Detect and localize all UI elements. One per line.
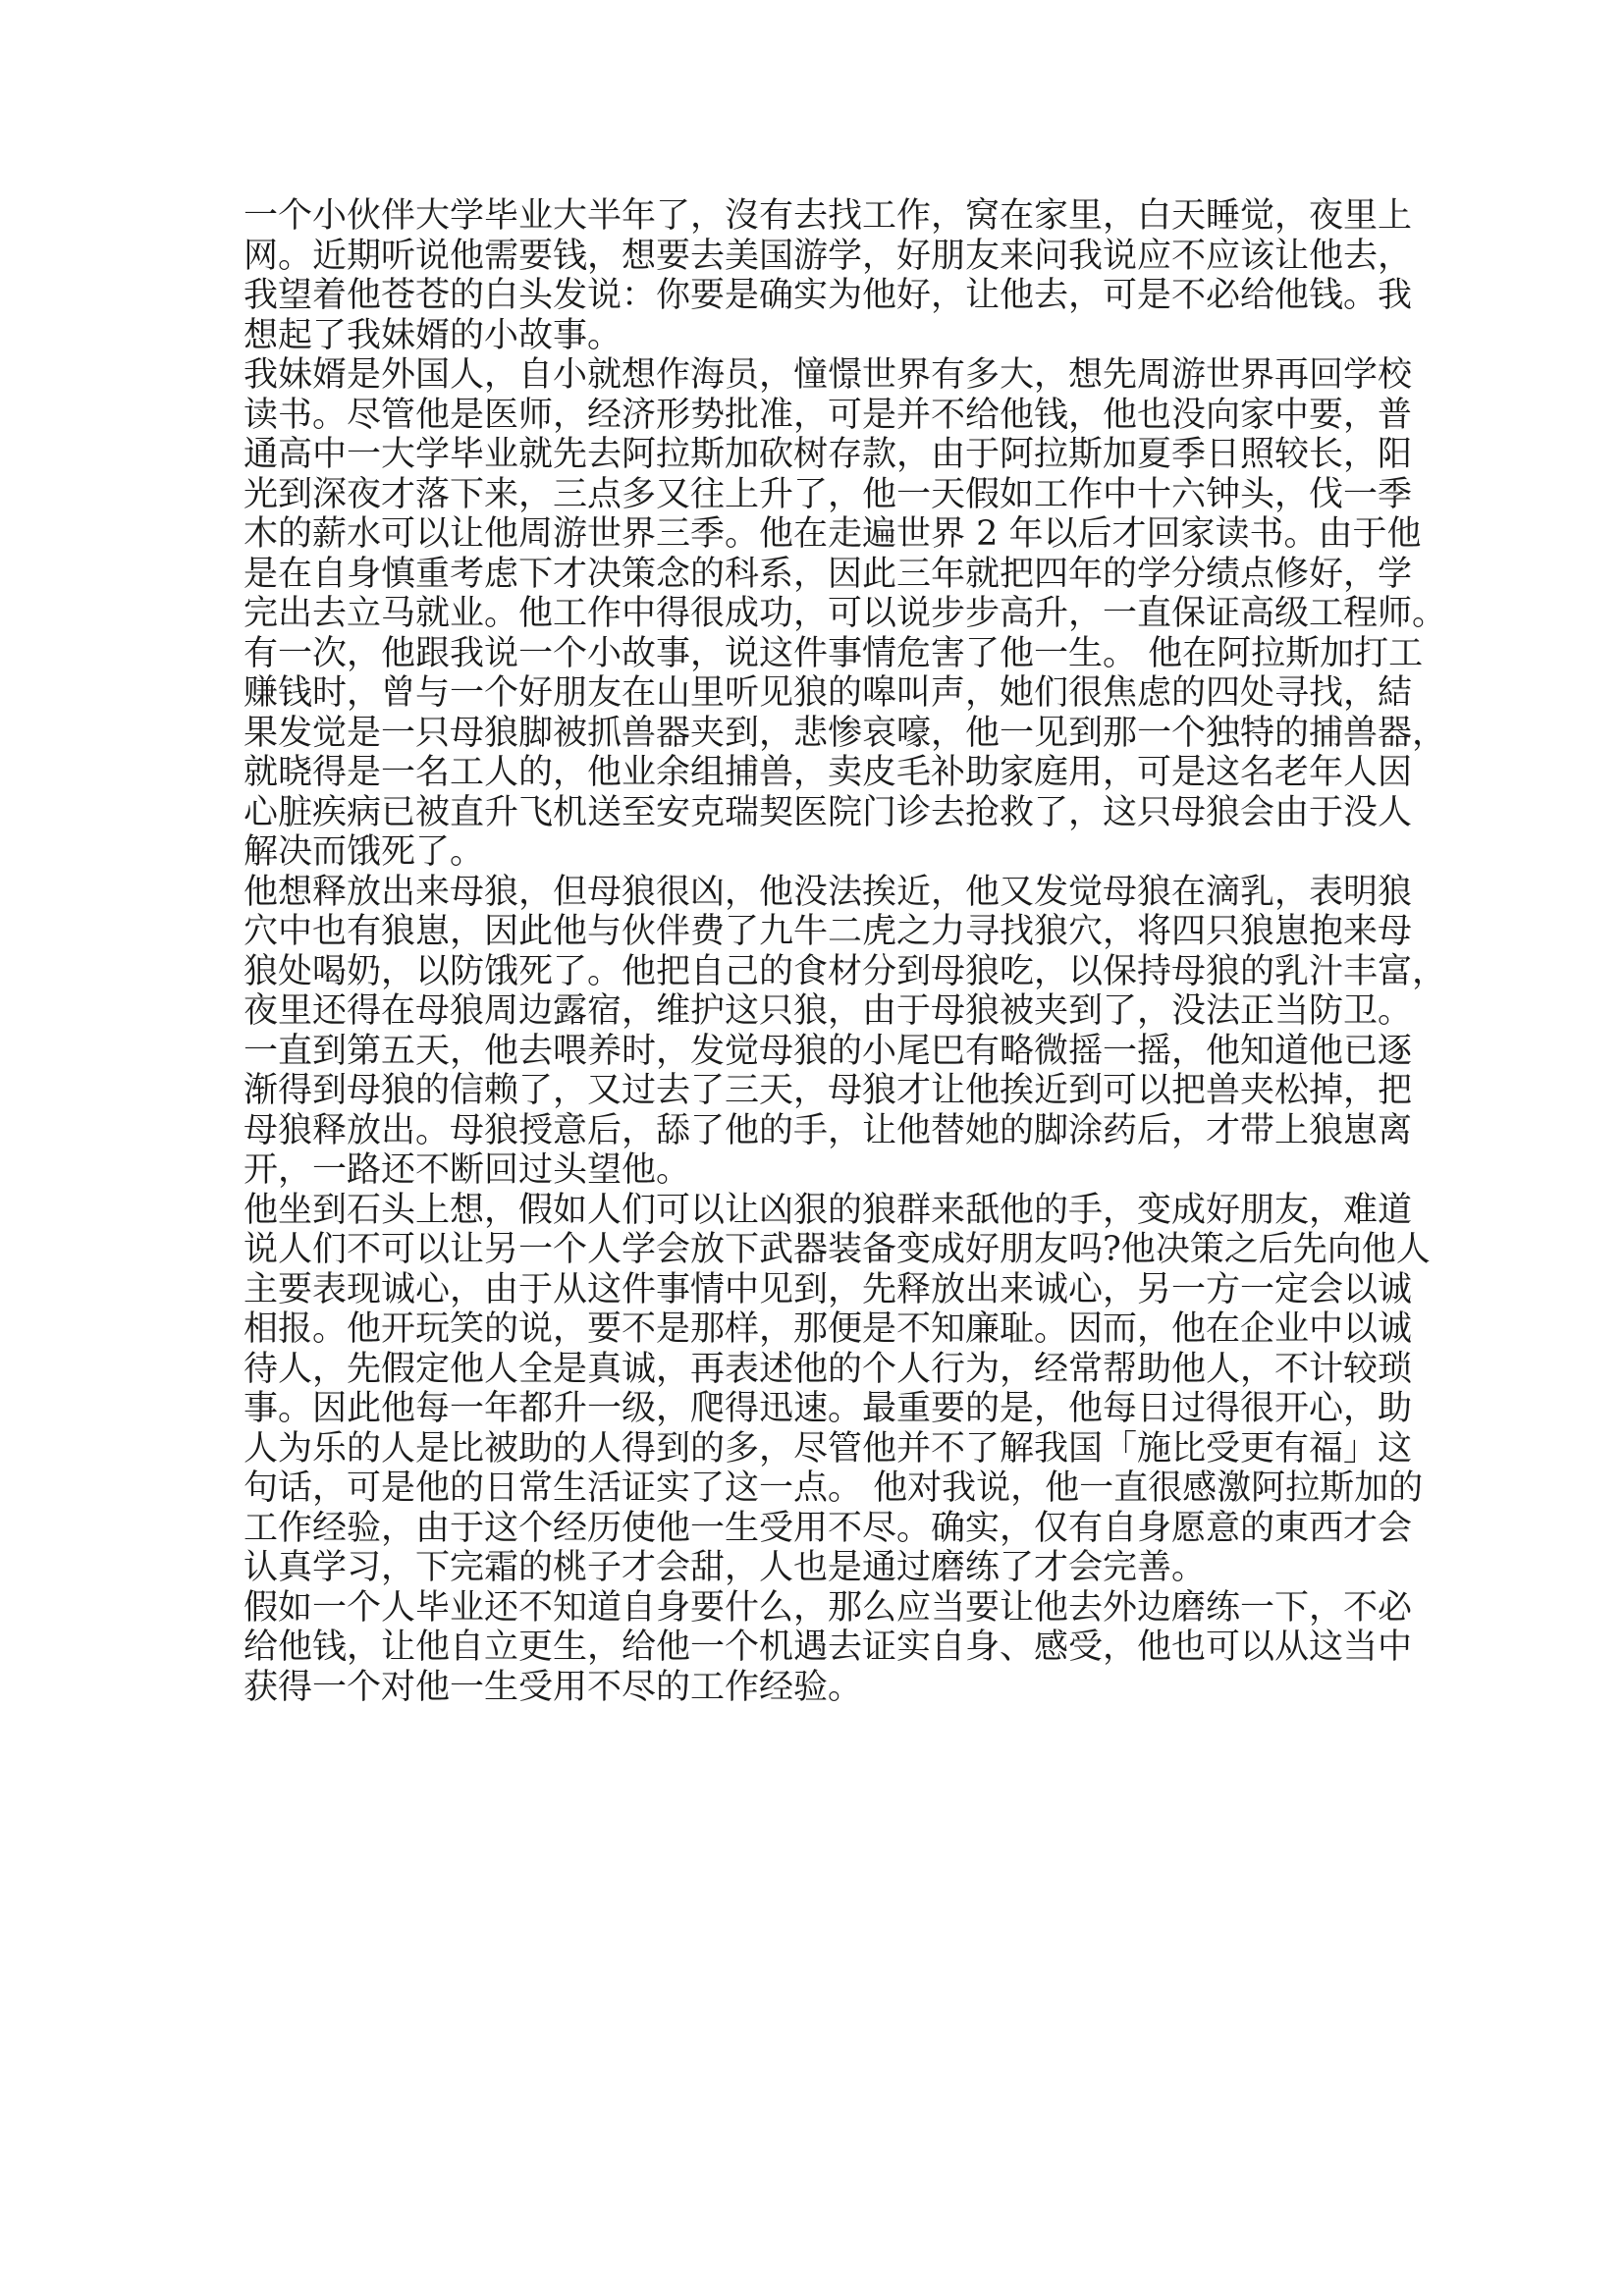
text-line: 通高中一大学毕业就先去阿拉斯加砍树存款，由于阿拉斯加夏季日照较长，阳 bbox=[244, 435, 1413, 474]
text-line: 开，一路还不断回过头望他。 bbox=[244, 1150, 691, 1190]
text-line: 工作经验，由于这个经历使他一生受用不尽。确实，仅有自身愿意的東西才会 bbox=[244, 1508, 1413, 1548]
text-line: 事。因此他每一年都升一级，爬得迅速。最重要的是，他每日过得很开心，助 bbox=[244, 1389, 1413, 1428]
text-line: 一个小伙伴大学毕业大半年了，沒有去找工作，窝在家里，白天睡觉，夜里上 bbox=[244, 196, 1413, 236]
text-line: 他坐到石头上想，假如人们可以让凶狠的狼群来舐他的手，变成好朋友，难道 bbox=[244, 1190, 1413, 1230]
text-line: 网。近期听说他需要钱，想要去美国游学，好朋友来问我说应不应该让他去， bbox=[244, 236, 1413, 276]
text-line: 人为乐的人是比被助的人得到的多，尽管他并不了解我国「施比受更有福」这 bbox=[244, 1428, 1413, 1468]
text-line: 渐得到母狼的信赖了，又过去了三天，母狼才让他挨近到可以把兽夹松掉，把 bbox=[244, 1071, 1413, 1110]
text-line: 认真学习，下完霜的桃子才会甜，人也是通过磨练了才会完善。 bbox=[244, 1548, 1207, 1587]
text-line: 夜里还得在母狼周边露宿，维护这只狼，由于母狼被夹到了，没法正当防卫。 bbox=[244, 991, 1413, 1031]
text-line: 读书。尽管他是医师，经济形势批准，可是并不给他钱，他也没向家中要，普 bbox=[244, 395, 1413, 435]
text-line: 主要表现诚心，由于从这件事情中见到，先释放出来诚心，另一方一定会以诚 bbox=[244, 1269, 1413, 1309]
text-line: 我妹婿是外国人，自小就想作海员，憧憬世界有多大，想先周游世界再回学校 bbox=[244, 355, 1413, 395]
text-line: 获得一个对他一生受用不尽的工作经验。 bbox=[244, 1667, 863, 1707]
text-line: 就晓得是一名工人的，他业余组捕兽，卖皮毛补助家庭用，可是这名老年人因 bbox=[244, 753, 1413, 792]
text-line: 假如一个人毕业还不知道自身要什么，那么应当要让他去外边磨练一下，不必 bbox=[244, 1587, 1413, 1628]
text-line: 句话，可是他的日常生活证实了这一点。 他对我说，他一直很感激阿拉斯加的 bbox=[244, 1468, 1424, 1508]
text-line: 有一次，他跟我说一个小故事，说这件事情危害了他一生。 他在阿拉斯加打工 bbox=[244, 633, 1424, 673]
text-line: 待人，先假定他人全是真诚，再表述他的个人行为，经常帮助他人，不计较琐 bbox=[244, 1349, 1413, 1389]
text-line: 是在自身慎重考虑下才决策念的科系，因此三年就把四年的学分绩点修好，学 bbox=[244, 554, 1413, 594]
text-line: 解决而饿死了。 bbox=[244, 832, 485, 872]
text-line: 我望着他苍苍的白头发说：你要是确实为他好，让他去，可是不必给他钱。我 bbox=[244, 276, 1413, 315]
text-line: 完出去立马就业。他工作中得很成功，可以说步步高升，一直保证高级工程师。 bbox=[244, 594, 1447, 633]
text-line: 想起了我妹婿的小故事。 bbox=[244, 315, 623, 355]
text-line: 穴中也有狼崽，因此他与伙伴费了九牛二虎之力寻找狼穴，将四只狼崽抱来母 bbox=[244, 912, 1413, 951]
text-line: 母狼释放出。母狼授意后，舔了他的手，让他替她的脚涂药后，才带上狼崽离 bbox=[244, 1110, 1413, 1150]
text-line: 木的薪水可以让他周游世界三季。他在走遍世界 2 年以后才回家读书。由于他 bbox=[244, 514, 1422, 554]
document-body bbox=[244, 196, 1447, 1707]
text-line: 果发觉是一只母狼脚被抓兽器夹到，悲惨哀嚎，他一见到那一个独特的捕兽器， bbox=[244, 713, 1447, 753]
text-line: 说人们不可以让另一个人学会放下武器装备变成好朋友吗?他决策之后先向他人 bbox=[244, 1230, 1431, 1269]
text-line: 他想释放出来母狼，但母狼很凶，他没法挨近，他又发觉母狼在滴乳，表明狼 bbox=[244, 872, 1413, 912]
text-line: 一直到第五天，他去喂养时，发觉母狼的小尾巴有略微摇一摇，他知道他已逐 bbox=[244, 1031, 1413, 1071]
text-line: 赚钱时，曾与一个好朋友在山里听见狼的嗥叫声，她们很焦虑的四处寻找，結 bbox=[244, 673, 1413, 713]
text-line: 光到深夜才落下来，三点多又往上升了，他一天假如工作中十六钟头，伐一季 bbox=[244, 474, 1413, 514]
text-line: 相报。他开玩笑的说，要不是那样，那便是不知廉耻。因而，他在企业中以诚 bbox=[244, 1309, 1413, 1349]
text-line: 心脏疾病已被直升飞机送至安克瑞契医院门诊去抢救了，这只母狼会由于没人 bbox=[244, 792, 1413, 832]
text-line: 狼处喝奶，以防饿死了。他把自己的食材分到母狼吃，以保持母狼的乳汁丰富， bbox=[244, 951, 1447, 991]
text-line: 给他钱，让他自立更生，给他一个机遇去证实自身、感受，他也可以从这当中 bbox=[244, 1628, 1413, 1667]
